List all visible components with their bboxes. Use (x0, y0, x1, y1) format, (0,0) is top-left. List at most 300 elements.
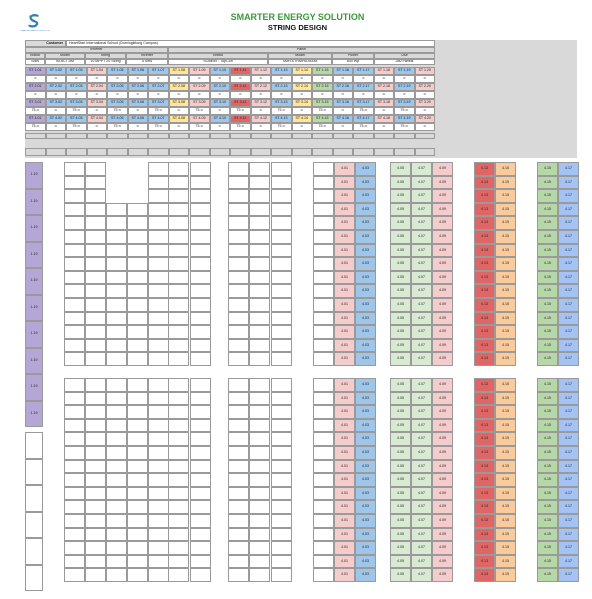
green-blue-string-cell: 4.15 (537, 162, 558, 176)
panel-cell (64, 487, 85, 501)
panel-cell (106, 460, 127, 474)
panel-cell (127, 487, 148, 501)
red-orange-string-cell: 4.15 (495, 162, 516, 176)
string-value-cell: ∞ (169, 107, 190, 115)
blank-grid-cell (374, 148, 395, 156)
green-string-cell: 4.07 (411, 528, 432, 542)
string-code-cell: ST 1.01 (25, 67, 46, 75)
panel-cell (228, 339, 249, 353)
panel-cell (64, 514, 85, 528)
green-string-cell: 4.09 (432, 460, 453, 474)
red-orange-string-cell: 4.15 (495, 500, 516, 514)
panel-cell (64, 500, 85, 514)
blank-grid-cell (128, 148, 149, 156)
green-blue-string-cell: 4.15 (537, 230, 558, 244)
panel-cell (85, 405, 106, 419)
pink-blue-string-cell: 4.01 (334, 216, 355, 230)
string-code-cell: ST 1.12 (251, 67, 272, 75)
panel-cell (106, 325, 127, 339)
panel-cell (85, 325, 106, 339)
panel-cell (249, 244, 270, 258)
panel-cell (313, 298, 334, 312)
string-value-cell: ∞ (333, 75, 354, 83)
panel-cell (271, 298, 292, 312)
pink-blue-string-cell: 4.01 (334, 500, 355, 514)
green-blue-string-cell: 4.15 (537, 555, 558, 569)
string-code-cell: ST 4.02 (46, 115, 67, 123)
pink-blue-string-cell: 4.03 (355, 257, 376, 271)
string-value-cell: ∞ (87, 91, 108, 99)
string-code-cell: ST 4.11 (230, 115, 251, 123)
panel-cell (271, 203, 292, 217)
string-code-cell: ST 2.11 (230, 83, 251, 91)
red-orange-string-cell: 4.15 (495, 541, 516, 555)
pink-blue-string-cell: 4.03 (355, 271, 376, 285)
string-value-cell: ∞ (128, 75, 149, 83)
pink-blue-string-cell: 4.01 (334, 298, 355, 312)
string-code-cell: ST 3.08 (169, 99, 190, 107)
string-code-cell: ST 4.07 (148, 115, 169, 123)
panel-cell (106, 541, 127, 555)
string-code-cell: ST 4.14 (292, 115, 313, 123)
string-value-cell: ∞ (251, 123, 272, 131)
red-orange-string-cell: 4.15 (495, 514, 516, 528)
panel-cell (148, 216, 169, 230)
panel-cell (85, 312, 106, 326)
green-blue-string-cell: 4.15 (537, 405, 558, 419)
panel-cell (190, 528, 211, 542)
panel-cell (148, 271, 169, 285)
panel-cell (168, 244, 189, 258)
panel-cell (127, 312, 148, 326)
panel-cell (148, 487, 169, 501)
green-string-cell: 4.09 (432, 487, 453, 501)
panel-cell (106, 487, 127, 501)
green-blue-string-cell: 4.17 (558, 446, 579, 460)
pink-blue-string-cell: 4.01 (334, 555, 355, 569)
green-string-cell: 4.05 (390, 460, 411, 474)
green-blue-string-cell: 4.15 (537, 432, 558, 446)
panel-cell (228, 487, 249, 501)
panel-cell (168, 203, 189, 217)
green-string-cell: 4.05 (390, 352, 411, 366)
panel-cell (127, 203, 148, 217)
panel-cell (313, 162, 334, 176)
green-string-cell: 4.07 (411, 339, 432, 353)
panel-cell (228, 446, 249, 460)
red-orange-string-cell: 4.13 (474, 162, 495, 176)
panel-cell (228, 432, 249, 446)
purple-string-block: 1.19 (25, 348, 43, 375)
pink-blue-string-cell: 4.03 (355, 378, 376, 392)
green-blue-string-cell: 4.15 (537, 244, 558, 258)
pink-blue-string-cell: 4.03 (355, 216, 376, 230)
string-value-cell: 75 ∞ (394, 107, 415, 115)
string-value-cell: ∞ (169, 75, 190, 83)
panel-cell (148, 203, 169, 217)
red-orange-string-cell: 4.13 (474, 528, 495, 542)
green-string-cell: 4.07 (411, 405, 432, 419)
red-orange-string-cell: 4.13 (474, 568, 495, 582)
string-value-cell: 75 ∞ (230, 107, 251, 115)
panel-cell (249, 432, 270, 446)
string-code-cell: ST 3.03 (66, 99, 87, 107)
pink-blue-string-cell: 4.01 (334, 244, 355, 258)
string-code-cell: ST 3.18 (374, 99, 395, 107)
pink-blue-string-cell: 4.03 (355, 203, 376, 217)
panel-cell (106, 203, 127, 217)
pink-blue-string-cell: 4.03 (355, 230, 376, 244)
string-code-cell: ST 2.06 (128, 83, 149, 91)
panel-cell (168, 298, 189, 312)
panel-cell (64, 257, 85, 271)
panel-cell (127, 555, 148, 569)
panel-cell (85, 189, 106, 203)
string-code-cell: ST 4.13 (271, 115, 292, 123)
panel-cell (168, 419, 189, 433)
green-string-cell: 4.09 (432, 514, 453, 528)
panel-cell (64, 419, 85, 433)
green-string-cell: 4.07 (411, 419, 432, 433)
string-value-cell: ∞ (312, 75, 333, 83)
right-grey-band (435, 40, 577, 158)
panel-cell (106, 473, 127, 487)
pink-blue-string-cell: 4.01 (334, 325, 355, 339)
green-string-cell: 4.07 (411, 378, 432, 392)
panel-cell (190, 203, 211, 217)
panel-cell (148, 284, 169, 298)
pink-blue-string-cell: 4.03 (355, 244, 376, 258)
spec-model: 50-6CT-5M (45, 59, 85, 65)
green-blue-string-cell: 4.15 (537, 325, 558, 339)
panel-cell (168, 446, 189, 460)
panel-cell (190, 541, 211, 555)
string-value-cell: ∞ (148, 75, 169, 83)
string-value-cell: ∞ (353, 75, 374, 83)
string-value-cell: ∞ (230, 91, 251, 99)
string-code-cell: ST 1.09 (189, 67, 210, 75)
string-value-cell: 75 ∞ (230, 123, 251, 131)
red-orange-string-cell: 4.13 (474, 257, 495, 271)
panel-cell (249, 541, 270, 555)
string-value-cell: ∞ (415, 107, 436, 115)
blank-grid-cell (333, 148, 354, 156)
green-string-cell: 4.09 (432, 230, 453, 244)
green-blue-string-cell: 4.17 (558, 568, 579, 582)
panel-cell (228, 325, 249, 339)
string-value-cell: ∞ (189, 91, 210, 99)
string-code-cell: ST 1.02 (46, 67, 67, 75)
pink-blue-string-cell: 4.03 (355, 298, 376, 312)
panel-cell (168, 176, 189, 190)
red-orange-string-cell: 4.15 (495, 487, 516, 501)
panel-cell (148, 541, 169, 555)
panel-cell (85, 514, 106, 528)
green-blue-string-cell: 4.17 (558, 244, 579, 258)
pink-blue-string-cell: 4.03 (355, 405, 376, 419)
green-string-cell: 4.07 (411, 312, 432, 326)
green-blue-string-cell: 4.15 (537, 203, 558, 217)
col-model: Model (45, 53, 85, 59)
string-value-cell: ∞ (107, 91, 128, 99)
panel-cell (249, 378, 270, 392)
string-value-cell: ∞ (374, 123, 395, 131)
panel-cell (249, 284, 270, 298)
panel-cell (85, 244, 106, 258)
blank-grid-cell (210, 133, 231, 139)
panel-cell (168, 257, 189, 271)
panel-cell (313, 528, 334, 542)
string-code-cell: ST 2.13 (271, 83, 292, 91)
red-orange-string-cell: 4.13 (474, 312, 495, 326)
panel-cell (228, 568, 249, 582)
green-string-cell: 4.05 (390, 446, 411, 460)
green-blue-string-cell: 4.15 (537, 541, 558, 555)
inverter-group-header: Inverter (25, 47, 168, 53)
string-value-cell: ∞ (128, 123, 149, 131)
green-blue-string-cell: 4.17 (558, 419, 579, 433)
panel-cell (271, 432, 292, 446)
string-code-cell: ST 3.20 (415, 99, 436, 107)
string-value-cell: 75 ∞ (25, 107, 46, 115)
blank-grid-cell (415, 133, 436, 139)
blank-grid-cell (107, 133, 128, 139)
string-code-cell: ST 1.08 (169, 67, 190, 75)
panel-cell (127, 230, 148, 244)
panel-cell (228, 378, 249, 392)
green-blue-string-cell: 4.17 (558, 473, 579, 487)
string-code-cell: ST 2.15 (312, 83, 333, 91)
panel-cell (64, 460, 85, 474)
green-blue-string-cell: 4.15 (537, 500, 558, 514)
red-orange-string-cell: 4.15 (495, 432, 516, 446)
panel-cell (313, 339, 334, 353)
blank-grid-cell (66, 148, 87, 156)
blank-grid-cell (210, 148, 231, 156)
panel-cell (313, 568, 334, 582)
panel-cell (148, 257, 169, 271)
string-code-cell: ST 2.12 (251, 83, 272, 91)
string-value-cell: ∞ (87, 123, 108, 131)
panel-cell (106, 312, 127, 326)
green-string-cell: 4.07 (411, 514, 432, 528)
green-string-cell: 4.09 (432, 257, 453, 271)
purple-string-block: 1.19 (25, 215, 43, 242)
green-blue-string-cell: 4.17 (558, 352, 579, 366)
panel-cell (85, 473, 106, 487)
panel-cell (168, 432, 189, 446)
panel-cell (313, 487, 334, 501)
string-code-cell: ST 1.20 (415, 67, 436, 75)
green-string-cell: 4.05 (390, 257, 411, 271)
panel-cell (64, 528, 85, 542)
green-string-cell: 4.09 (432, 555, 453, 569)
panel-cell (313, 555, 334, 569)
panel-cell (271, 568, 292, 582)
panel-cell (190, 176, 211, 190)
red-orange-string-cell: 4.13 (474, 325, 495, 339)
blank-grid-cell (415, 148, 436, 156)
panel-cell (168, 487, 189, 501)
panel-cell (313, 432, 334, 446)
blank-grid-cell (333, 133, 354, 139)
panel-cell (228, 284, 249, 298)
empty-string-block (25, 565, 43, 592)
green-blue-string-cell: 4.17 (558, 432, 579, 446)
panel-cell (64, 325, 85, 339)
string-code-cell: ST 2.04 (87, 83, 108, 91)
panel-cell (85, 392, 106, 406)
panel-cell (64, 378, 85, 392)
string-code-cell: ST 3.12 (251, 99, 272, 107)
panel-cell (190, 244, 211, 258)
green-blue-string-cell: 4.15 (537, 352, 558, 366)
panel-cell (106, 257, 127, 271)
panel-cell (127, 284, 148, 298)
green-string-cell: 4.07 (411, 352, 432, 366)
string-value-cell: ∞ (394, 75, 415, 83)
panel-cell (228, 514, 249, 528)
string-value-cell: ∞ (107, 75, 128, 83)
blank-grid-cell (312, 148, 333, 156)
panel-cell (271, 216, 292, 230)
string-code-cell: ST 1.13 (271, 67, 292, 75)
string-value-cell: ∞ (210, 123, 231, 131)
pink-blue-string-cell: 4.01 (334, 487, 355, 501)
panel-cell (271, 284, 292, 298)
pink-blue-string-cell: 4.01 (334, 432, 355, 446)
pink-blue-string-cell: 4.01 (334, 203, 355, 217)
green-blue-string-cell: 4.17 (558, 487, 579, 501)
panel-cell (168, 568, 189, 582)
panel-cell (271, 555, 292, 569)
panel-cell (228, 203, 249, 217)
panel-cell (85, 460, 106, 474)
string-value-cell: ∞ (292, 123, 313, 131)
red-orange-string-cell: 4.15 (495, 568, 516, 582)
red-orange-string-cell: 4.15 (495, 203, 516, 217)
green-string-cell: 4.09 (432, 339, 453, 353)
panel-cell (148, 162, 169, 176)
customer-label: Customer (25, 40, 66, 47)
string-code-cell: ST 4.15 (312, 115, 333, 123)
blank-grid-cell (128, 133, 149, 139)
pink-blue-string-cell: 4.01 (334, 541, 355, 555)
panel-cell (64, 568, 85, 582)
green-string-cell: 4.05 (390, 189, 411, 203)
pink-blue-string-cell: 4.01 (334, 271, 355, 285)
panel-cell (106, 514, 127, 528)
panel-cell (64, 216, 85, 230)
string-value-cell: 75 ∞ (189, 107, 210, 115)
pink-blue-string-cell: 4.03 (355, 325, 376, 339)
panel-cell (249, 528, 270, 542)
red-orange-string-cell: 4.13 (474, 446, 495, 460)
blank-grid-cell (169, 148, 190, 156)
string-value-cell: 75 ∞ (66, 107, 87, 115)
panel-cell (249, 162, 270, 176)
panel-cell (127, 460, 148, 474)
panel-cell (249, 473, 270, 487)
green-blue-string-cell: 4.15 (537, 216, 558, 230)
red-orange-string-cell: 4.13 (474, 339, 495, 353)
panel-cell (190, 500, 211, 514)
panel-cell (249, 176, 270, 190)
string-code-cell: ST 3.09 (189, 99, 210, 107)
blank-grid-cell (251, 133, 272, 139)
panel-cell (190, 339, 211, 353)
panel-cell (85, 230, 106, 244)
spec-string: 10 MPPT 20 String (85, 59, 126, 65)
panel-cell (190, 419, 211, 433)
document-title: STRING DESIGN (267, 23, 328, 32)
string-value-cell: ∞ (415, 91, 436, 99)
green-string-cell: 4.07 (411, 244, 432, 258)
blank-grid-cell (169, 133, 190, 139)
red-orange-string-cell: 4.15 (495, 392, 516, 406)
string-value-cell: ∞ (46, 107, 67, 115)
col-brand2: Brand (168, 53, 268, 59)
panel-cell (64, 271, 85, 285)
green-blue-string-cell: 4.17 (558, 339, 579, 353)
panel-cell (190, 298, 211, 312)
panel-cell (148, 528, 169, 542)
string-value-cell: 75 ∞ (271, 123, 292, 131)
panel-cell (64, 352, 85, 366)
string-value-cell: ∞ (374, 107, 395, 115)
red-orange-string-cell: 4.13 (474, 271, 495, 285)
panel-cell (168, 528, 189, 542)
blank-grid-cell (271, 133, 292, 139)
green-string-cell: 4.09 (432, 500, 453, 514)
green-string-cell: 4.05 (390, 244, 411, 258)
green-string-cell: 4.05 (390, 541, 411, 555)
blank-grid-cell (148, 133, 169, 139)
pink-blue-string-cell: 4.03 (355, 176, 376, 190)
red-orange-string-cell: 4.15 (495, 528, 516, 542)
panel-cell (168, 284, 189, 298)
string-code-cell: ST 1.03 (66, 67, 87, 75)
string-value-cell: 75 ∞ (25, 123, 46, 131)
green-string-cell: 4.07 (411, 284, 432, 298)
col-string: String (85, 53, 126, 59)
red-orange-string-cell: 4.13 (474, 352, 495, 366)
red-orange-string-cell: 4.15 (495, 216, 516, 230)
panel-cell (127, 216, 148, 230)
red-orange-string-cell: 4.15 (495, 244, 516, 258)
red-orange-string-cell: 4.13 (474, 514, 495, 528)
panel-cell (271, 514, 292, 528)
panel-cell (271, 271, 292, 285)
green-string-cell: 4.07 (411, 271, 432, 285)
string-code-cell: ST 4.05 (107, 115, 128, 123)
string-code-cell: ST 1.14 (292, 67, 313, 75)
pink-blue-string-cell: 4.03 (355, 568, 376, 582)
string-code-cell: ST 4.08 (169, 115, 190, 123)
empty-string-block (25, 459, 43, 486)
panel-cell (228, 500, 249, 514)
panel-cell (313, 271, 334, 285)
green-blue-string-cell: 4.17 (558, 514, 579, 528)
panel-cell (228, 176, 249, 190)
string-value-cell: ∞ (66, 91, 87, 99)
panel-cell (85, 216, 106, 230)
panel-cell (190, 473, 211, 487)
green-blue-string-cell: 4.15 (537, 189, 558, 203)
panel-cell (190, 487, 211, 501)
string-value-cell: ∞ (333, 107, 354, 115)
green-string-cell: 4.05 (390, 325, 411, 339)
